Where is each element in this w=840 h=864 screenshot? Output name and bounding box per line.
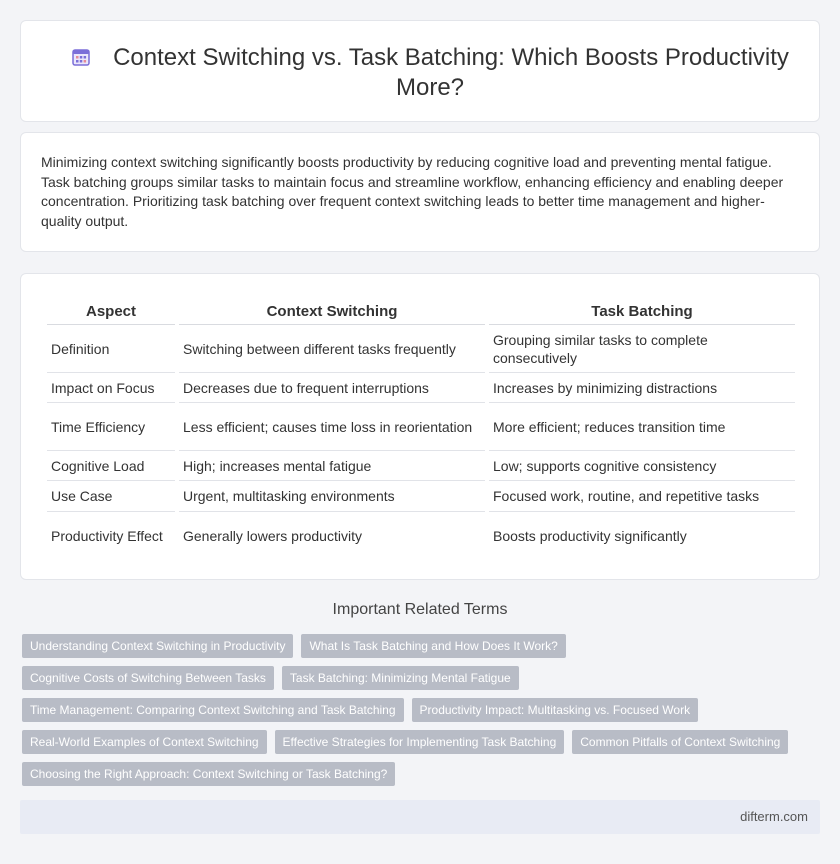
related-term-link[interactable]: Productivity Impact: Multitasking vs. Focused Work [412, 698, 699, 722]
related-term-link[interactable]: What Is Task Batching and How Does It Work? [301, 634, 565, 658]
comparison-table [43, 294, 799, 559]
title-card [20, 20, 820, 122]
table-header-row [47, 294, 795, 325]
row-context-switching: Less efficient; causes time loss in reorientation [179, 403, 485, 451]
row-task-batching: Increases by minimizing distractions [489, 373, 795, 403]
summary-text: Minimizing context switching significantly boosts productivity by reducing cognitive load and preventing mental fatigue. Task batching groups similar tasks to maintain focus and streamline workflow, enhancing efficiency and enabling deeper concentration. Prioritizing task batching over frequent context switching leads to better time management and higher-quality output. [41, 154, 784, 229]
row-context-switching: High; increases mental fatigue [179, 451, 485, 481]
row-aspect: Time Efficiency [47, 403, 175, 451]
header-context-switching: Context Switching [179, 294, 485, 325]
header-task-batching: Task Batching [489, 294, 795, 325]
table-row [47, 512, 795, 559]
related-terms-row [22, 666, 527, 690]
page-title-text: Context Switching vs. Task Batching: Which Boosts Productivity More? [113, 44, 789, 101]
table-row [47, 373, 795, 403]
row-task-batching: Focused work, routine, and repetitive tasks [489, 481, 795, 512]
related-term-link[interactable]: Choosing the Right Approach: Context Switching or Task Batching? [22, 762, 395, 786]
calendar-icon [71, 47, 91, 67]
related-term-link[interactable]: Time Management: Comparing Context Switching and Task Batching [22, 698, 404, 722]
row-aspect: Cognitive Load [47, 451, 175, 481]
row-context-switching: Generally lowers productivity [183, 527, 362, 544]
related-term-link[interactable]: Cognitive Costs of Switching Between Tasks [22, 666, 274, 690]
row-task-batching: Low; supports cognitive consistency [489, 451, 795, 481]
related-term-link[interactable]: Task Batching: Minimizing Mental Fatigue [282, 666, 519, 690]
row-aspect: Impact on Focus [47, 373, 175, 403]
row-aspect: Definition [47, 325, 175, 373]
row-context-switching: Decreases due to frequent interruptions [179, 373, 485, 403]
summary-card [20, 132, 820, 252]
row-context-switching: Switching between different tasks frequently [179, 325, 485, 373]
footer-site-link[interactable]: difterm.com [740, 809, 808, 824]
page-title [61, 43, 799, 103]
comparison-table-card [20, 273, 820, 580]
row-task-batching: More efficient; reduces transition time [489, 403, 795, 451]
related-terms-row [22, 698, 706, 722]
header-aspect: Aspect [47, 294, 175, 325]
related-terms-row [22, 762, 403, 786]
footer [20, 800, 820, 834]
related-term-link[interactable]: Understanding Context Switching in Productivity [22, 634, 293, 658]
related-term-link[interactable]: Effective Strategies for Implementing Task Batching [275, 730, 565, 754]
table-row [47, 481, 795, 512]
row-task-batching: Grouping similar tasks to complete consecutively [489, 325, 795, 373]
related-term-link[interactable]: Common Pitfalls of Context Switching [572, 730, 788, 754]
related-term-link[interactable]: Real-World Examples of Context Switching [22, 730, 267, 754]
table-row [47, 403, 795, 451]
table-row [47, 451, 795, 481]
row-context-switching: Urgent, multitasking environments [179, 481, 485, 512]
table-row [47, 325, 795, 373]
related-terms-row [22, 730, 796, 754]
row-task-batching: Boosts productivity significantly [493, 527, 687, 544]
related-terms-row [22, 634, 574, 658]
row-aspect: Use Case [47, 481, 175, 512]
row-aspect: Productivity Effect [51, 527, 163, 544]
related-terms-heading: Important Related Terms [332, 601, 508, 618]
